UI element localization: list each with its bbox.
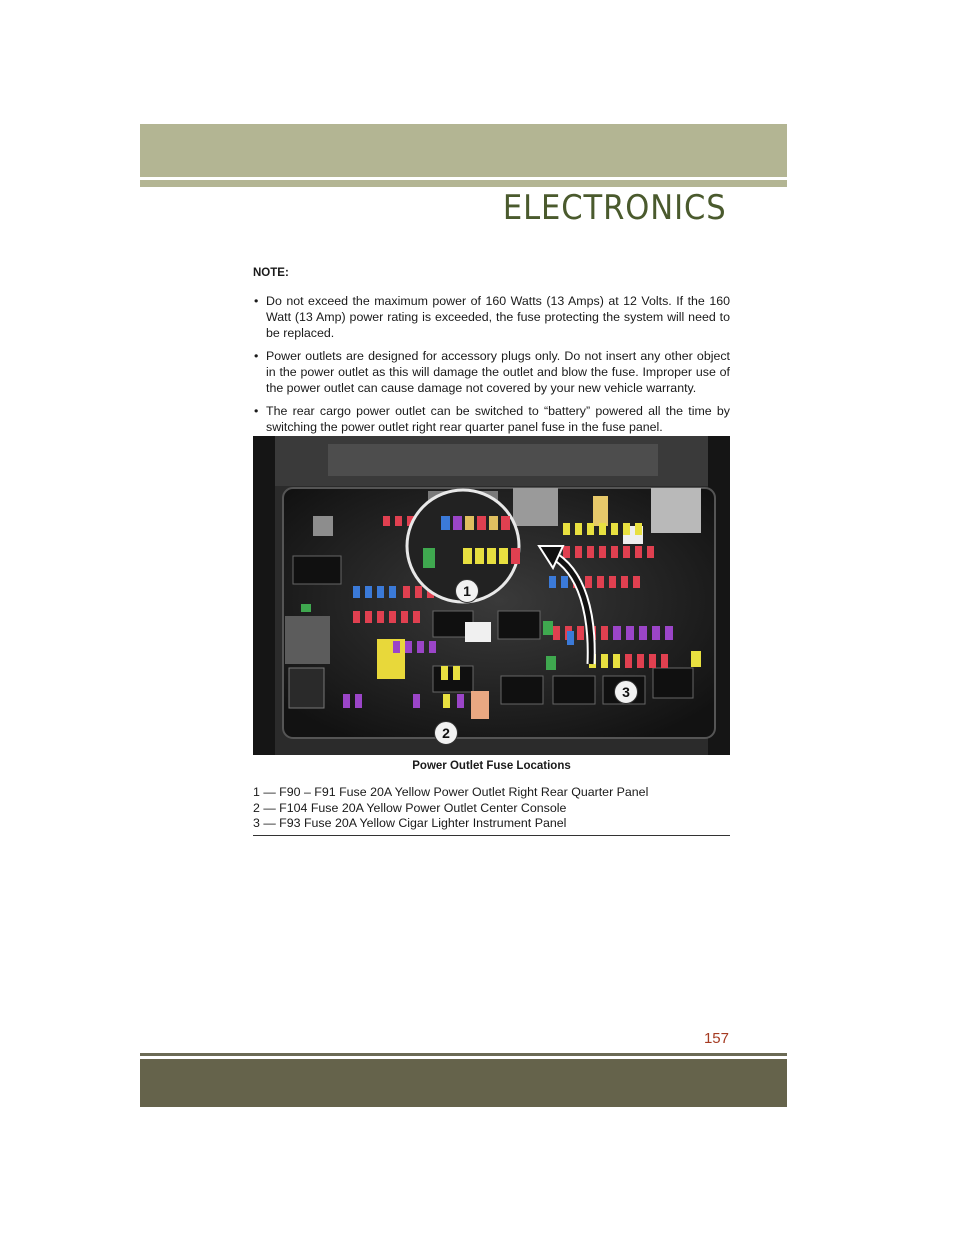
legend-divider <box>253 835 730 836</box>
footer-rule <box>140 1053 787 1056</box>
note-item: • Do not exceed the maximum power of 160 Watts (13 Amps) at 12 Volts. If the 160 Watt (13 Amp) power rating is exceeded, the fuse protecting the system will need to be replaced. <box>253 293 730 341</box>
note-list <box>253 293 730 435</box>
fuse-box-illustration <box>253 436 730 755</box>
footer-band <box>140 1059 787 1107</box>
figure-caption: Power Outlet Fuse Locations <box>412 760 571 772</box>
header-rule <box>140 180 787 187</box>
callout-2: 2 <box>434 721 458 745</box>
page-number: 157 <box>703 1030 729 1047</box>
figure-legend <box>253 785 730 832</box>
note-item: • Power outlets are designed for accessory plugs only. Do not insert any other object in the power outlet as this will damage the outlet and blow the fuse. Improper use of the power outlet can cause damage not covered by your new vehicle warranty. <box>253 348 730 396</box>
callout-3: 3 <box>614 680 638 704</box>
section-title: ELECTRONICS <box>503 188 727 228</box>
legend-item: 1 — F90 – F91 Fuse 20A Yellow Power Outlet Right Rear Quarter Panel <box>253 785 649 799</box>
note-item: • The rear cargo power outlet can be switched to “battery” powered all the time by switching the power outlet right rear quarter panel fuse in the fuse panel. <box>253 403 730 435</box>
legend-item: 3 — F93 Fuse 20A Yellow Cigar Lighter Instrument Panel <box>253 816 567 830</box>
callout-1: 1 <box>455 579 479 603</box>
legend-item: 2 — F104 Fuse 20A Yellow Power Outlet Center Console <box>253 800 567 815</box>
note-block <box>253 265 730 442</box>
header-band <box>140 124 787 177</box>
fuse-box-photo <box>253 436 730 755</box>
note-label: NOTE: <box>253 267 289 279</box>
